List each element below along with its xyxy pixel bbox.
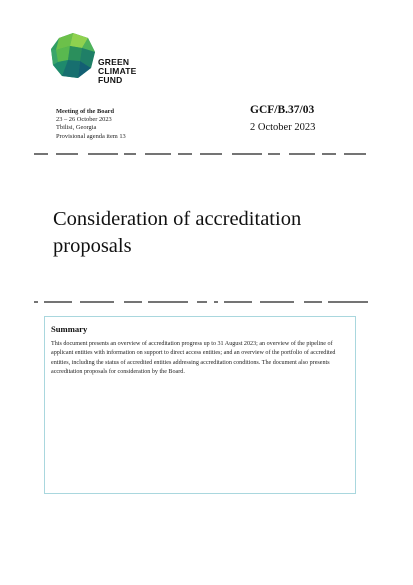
top-divider [34,150,374,158]
document-reference: GCF/B.37/03 [250,104,315,116]
summary-body: This document presents an overview of accreditation progress up to 31 August 2023; an overview of the pipeline of applicant entities with information on support to direct access entities; and an overview of the portfolio of accredited entities, including the status of accredited entities addressing accreditation conditions. The document also presents accreditation proposals for consideration by the Board. [51,341,336,375]
gcf-logo [50,32,150,92]
meeting-dates: 23 – 26 October 2023 [56,116,112,124]
bottom-divider [34,298,374,306]
meeting-title: Meeting of the Board [56,108,115,115]
document-title: Consideration of accreditation proposals [53,208,302,257]
logo-line-2: CLIMATE [98,66,137,76]
document-date: 2 October 2023 [250,122,316,133]
globe-icon [50,32,96,80]
summary-heading: Summary [51,324,88,334]
agenda-item: Provisional agenda item 13 [56,132,126,140]
meeting-location: Tbilisi, Georgia [56,124,97,132]
summary-box [44,316,356,494]
logo-wordmark [98,58,137,85]
logo-line-3: FUND [98,75,123,85]
meeting-info [56,108,126,141]
logo-line-1: GREEN [98,57,130,67]
